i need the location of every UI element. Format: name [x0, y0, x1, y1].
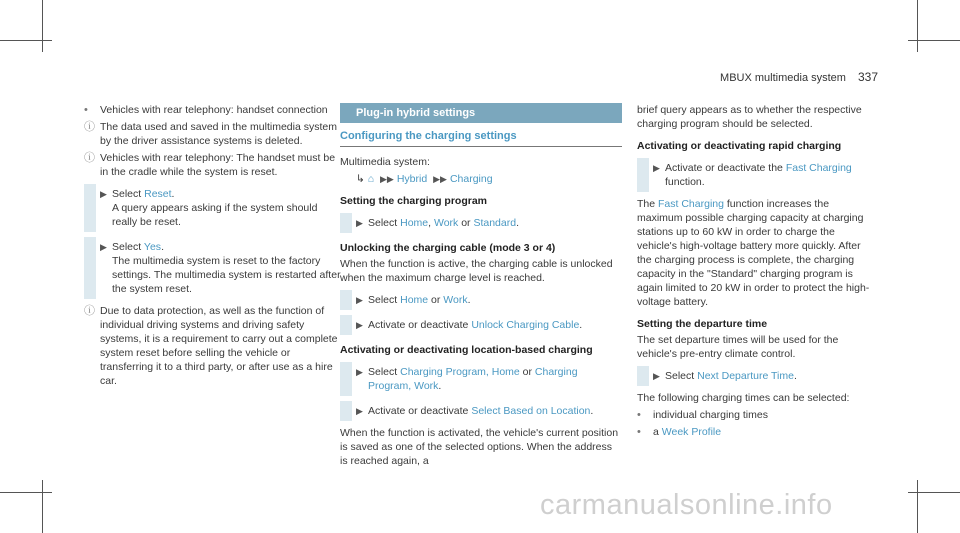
double-chevron-icon: ▶▶ — [380, 174, 394, 184]
menu-item-work[interactable]: Work — [433, 217, 459, 229]
heading-location-charging: Activating or deactivating location-based charging — [340, 344, 593, 356]
step-select-yes: ▶ Select Yes. The multimedia system is reset to the factory settings. The multimedia system is restarted after the system reset. — [84, 237, 342, 299]
menu-item-week-profile[interactable]: Week Profile — [661, 426, 722, 438]
section-subheading: Configuring the charging settings — [340, 129, 622, 147]
menu-path — [340, 172, 622, 186]
paragraph: The set departure times will be used for the vehicle's pre-entry climate control. — [637, 334, 839, 360]
crop-mark — [42, 480, 43, 533]
info-note: ⓘ Due to data protection, as well as the function of individual driving systems and driving safety systems, it is a requirement to carry out a complete system reset before selling the vehicle or transferring it to a third party, or after use as a hire car. — [84, 305, 338, 387]
menu-item-yes[interactable]: Yes — [143, 241, 162, 253]
menu-item-fast-charging[interactable]: Fast Charging — [785, 162, 852, 174]
paragraph: The following charging times can be selected: — [637, 392, 850, 404]
heading-rapid-charging: Activating or deactivating rapid charging — [637, 140, 842, 152]
step-arrow-icon: ▶ — [653, 371, 660, 381]
heading-departure-time: Setting the departure time — [637, 318, 768, 330]
column-3 — [637, 103, 877, 442]
bullet-icon: • — [637, 426, 641, 438]
crop-mark — [917, 0, 918, 52]
info-note: ⓘ Vehicles with rear telephony: The handset must be in the cradle while the system is reset. — [84, 152, 336, 178]
info-icon: ⓘ — [84, 305, 95, 317]
column-1 — [84, 103, 342, 391]
menu-item-program-home[interactable]: Charging Program, Home — [400, 366, 520, 378]
bullet-icon: • — [84, 104, 88, 116]
bullet-item: • a Week Profile — [637, 426, 722, 438]
menu-item-next-departure[interactable]: Next Departure Time — [697, 370, 794, 382]
menu-item-charging[interactable]: Charging — [449, 173, 493, 185]
column-2 — [340, 103, 622, 471]
page-number: 337 — [857, 70, 878, 84]
heading-charging-program: Setting the charging program — [340, 195, 488, 207]
step: ▶ Activate or deactivate Select Based on Location. — [340, 401, 622, 421]
crop-mark — [0, 40, 52, 41]
bullet-item: • Vehicles with rear telephony: handset connection — [84, 104, 328, 116]
step: ▶ Activate or deactivate the Fast Charging function. — [637, 158, 877, 192]
menu-item-program-work[interactable]: Charging Program, Work — [368, 366, 578, 392]
step-select-reset: ▶ Select Reset. A query appears asking if the system should really be reset. — [84, 184, 342, 232]
heading-unlocking-cable: Unlocking the charging cable (mode 3 or 4) — [340, 242, 556, 254]
paragraph: The Fast Charging function increases the maximum possible charging capacity at charging stations up to 60 kW in order to charge the vehicle's high-voltage battery more quickly. After the charging process is complete, the charging capacity in the "Standard" charging program is again limited to 20 kW in order to protect the high-voltage battery. — [637, 198, 870, 308]
step-arrow-icon: ▶ — [356, 320, 363, 330]
page-header — [720, 70, 878, 85]
step-arrow-icon: ▶ — [653, 163, 660, 173]
crop-mark — [908, 40, 960, 41]
home-icon[interactable]: ⌂ — [367, 173, 375, 185]
system-label: Multimedia system: — [340, 156, 430, 168]
crop-mark — [42, 0, 43, 52]
bullet-item: • individual charging times — [637, 409, 768, 421]
menu-item-unlock-cable[interactable]: Unlock Charging Cable — [471, 319, 580, 331]
fast-charging-link[interactable]: Fast Charging — [658, 198, 724, 210]
header-title: MBUX multimedia system — [720, 72, 846, 84]
bullet-icon: • — [637, 409, 641, 421]
step-arrow-icon: ▶ — [356, 218, 363, 228]
section-band: Plug-in hybrid settings — [340, 103, 622, 123]
info-icon: ⓘ — [84, 152, 95, 164]
step: ▶ Select Home, Work or Standard. — [340, 213, 622, 233]
info-note: ⓘ The data used and saved in the multimedia system by the driver assistance systems is deleted. — [84, 121, 337, 147]
step-arrow-icon: ▶ — [356, 295, 363, 305]
crop-mark — [917, 480, 918, 533]
menu-item-work[interactable]: Work — [443, 294, 468, 306]
paragraph: brief query appears as to whether the respective charging program should be selected. — [637, 104, 862, 130]
step-arrow-icon: ▶ — [100, 242, 107, 252]
menu-item-select-location[interactable]: Select Based on Location — [471, 405, 591, 417]
paragraph: When the function is active, the charging cable is unlocked when the maximum charge level is reached. — [340, 258, 613, 284]
menu-item-home[interactable]: Home — [400, 217, 429, 229]
menu-item-hybrid[interactable]: Hybrid — [396, 173, 428, 185]
paragraph: When the function is activated, the vehicle's current position is saved as one of the selected options. When the address is reached again, a — [340, 427, 619, 467]
step-arrow-icon: ▶ — [100, 189, 107, 199]
crop-mark — [908, 492, 960, 493]
info-icon: ⓘ — [84, 121, 95, 133]
menu-item-reset[interactable]: Reset — [144, 188, 172, 200]
watermark: carmanualsonline.info — [540, 489, 833, 521]
step: ▶ Select Next Departure Time. — [637, 366, 877, 386]
step: ▶ Select Home or Work. — [340, 290, 622, 310]
crop-mark — [0, 492, 52, 493]
menu-item-standard[interactable]: Standard — [473, 217, 517, 229]
double-chevron-icon: ▶▶ — [433, 174, 447, 184]
step-arrow-icon: ▶ — [356, 367, 363, 377]
menu-item-home[interactable]: Home — [400, 294, 429, 306]
return-arrow-icon: ↳ — [356, 173, 365, 185]
step: ▶ Activate or deactivate Unlock Charging Cable. — [340, 315, 622, 335]
step-arrow-icon: ▶ — [356, 406, 363, 416]
step: ▶ Select Charging Program, Home or Charging Program, Work. — [340, 362, 622, 396]
